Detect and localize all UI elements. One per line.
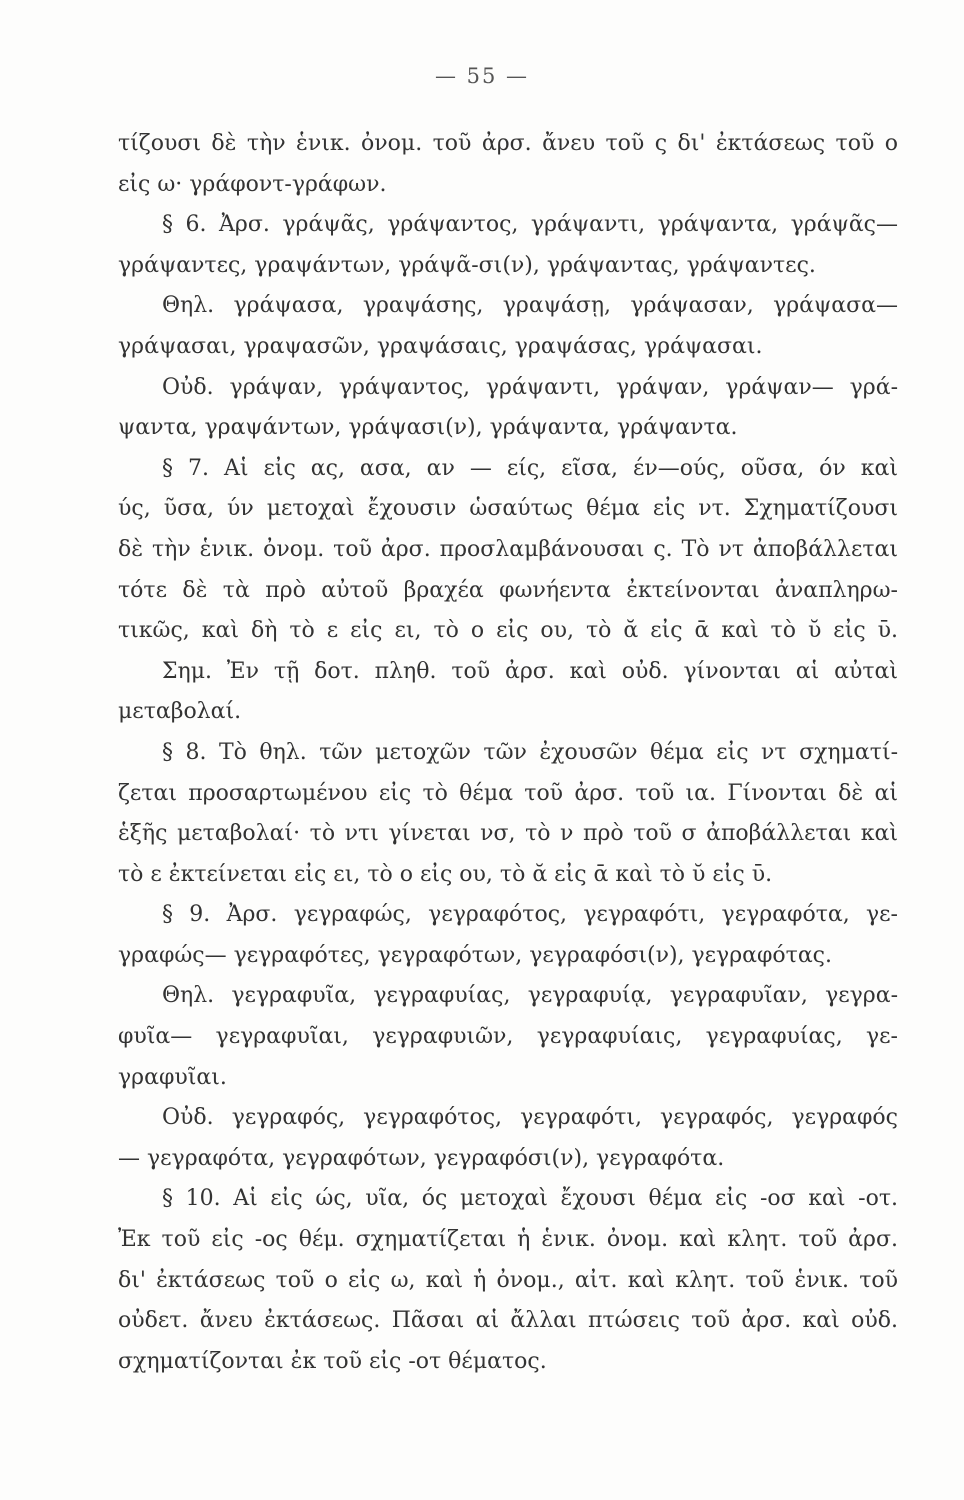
text-line: γράψαντες, γραψάντων, γράψᾶ-σι(ν), γράψαντας, γράψαντες.: [118, 252, 816, 278]
text-line: Θηλ. γεγραφυῖα, γεγραφυίας, γεγραφυίᾳ, γεγραφυῖαν, γεγρα-: [162, 983, 898, 1009]
text-line: οὐδετ. ἄνευ ἐκτάσεως. Πᾶσαι αἱ ἄλλαι πτώσεις τοῦ ἀρσ. καὶ οὐδ.: [118, 1308, 898, 1334]
text-line: γραφυῖαι.: [118, 1064, 227, 1090]
text-line: γραφώς— γεγραφότες, γεγραφότων, γεγραφόσι(ν), γεγραφότας.: [118, 942, 832, 968]
text-line: δὲ τὴν ἑνικ. ὀνομ. τοῦ ἀρσ. προσλαμβάνουσαι ς. Τὸ ντ ἀποβάλλεται: [118, 536, 898, 562]
text-line: φυῖα— γεγραφυῖαι, γεγραφυιῶν, γεγραφυίαις, γεγραφυίας, γε-: [118, 1024, 898, 1050]
text-line: ζεται προσαρτωμένου εἰς τὸ θέμα τοῦ ἀρσ. τοῦ ια. Γίνονται δὲ αἱ: [118, 780, 898, 806]
text-line: Σημ. Ἐν τῇ δοτ. πληθ. τοῦ ἀρσ. καὶ οὐδ. γίνονται αἱ αὐταὶ: [162, 658, 898, 684]
text-line: § 6. Ἀρσ. γράψᾶς, γράψαντος, γράψαντι, γράψαντα, γράψᾶς—: [162, 212, 898, 238]
text-line: εἰς ω· γράφοντ-γράφων.: [118, 171, 387, 197]
text-line: τὸ ε ἐκτείνεται εἰς ει, τὸ ο εἰς ου, τὸ ᾰ εἰς ᾱ καὶ τὸ ῠ εἰς ῡ.: [118, 861, 773, 887]
text-line: Ἐκ τοῦ εἰς -ος θέμ. σχηματίζεται ἡ ἑνικ. ὀνομ. καὶ κλητ. τοῦ ἀρσ.: [118, 1227, 898, 1253]
text-line: τίζουσι δὲ τὴν ἑνικ. ὀνομ. τοῦ ἀρσ. ἄνευ τοῦ ς δι' ἐκτάσεως τοῦ ο: [118, 131, 898, 156]
text-line: § 8. Τὸ θηλ. τῶν μετοχῶν τῶν ἐχουσῶν θέμα εἰς ντ σχηματί-: [162, 739, 898, 765]
text-line: τότε δὲ τὰ πρὸ αὐτοῦ βραχέα φωνήεντα ἐκτείνονται ἀναπληρω-: [118, 577, 898, 603]
text-line: σχηματίζονται ἐκ τοῦ εἰς -οτ θέματος.: [118, 1348, 547, 1374]
text-line: μεταβολαί.: [118, 699, 242, 725]
body-text: [118, 124, 898, 1382]
text-line: Οὐδ. γράψαν, γράψαντος, γράψαντι, γράψαν, γράψαν— γρά-: [162, 374, 898, 400]
page-number: — 55 —: [434, 64, 530, 88]
text-line: γράψασαι, γραψασῶν, γραψάσαις, γραψάσας, γράψασαι.: [118, 333, 763, 359]
text-line: § 7. Αἱ εἰς ας, ασα, αν — είς, εῖσα, έν—ούς, οῦσα, όν καὶ: [162, 455, 898, 481]
text-line: Θηλ. γράψασα, γραψάσης, γραψάσῃ, γράψασαν, γράψασα—: [162, 293, 898, 319]
text-line: Οὐδ. γεγραφός, γεγραφότος, γεγραφότι, γεγραφός, γεγραφός: [162, 1105, 898, 1131]
text-line: ύς, ῦσα, ύν μετοχαὶ ἔχουσιν ὡσαύτως θέμα εἰς ντ. Σχηματίζουσι: [118, 496, 898, 522]
text-line: — γεγραφότα, γεγραφότων, γεγραφόσι(ν), γεγραφότα.: [118, 1145, 725, 1171]
text-line: τικῶς, καὶ δὴ τὸ ε εἰς ει, τὸ ο εἰς ου, τὸ ᾰ εἰς ᾱ καὶ τὸ ῠ εἰς ῡ.: [118, 618, 898, 644]
text-line: § 10. Αἱ εἰς ώς, υῖα, ός μετοχαὶ ἔχουσι θέμα εἰς -οσ καὶ -οτ.: [162, 1186, 898, 1212]
text-line: § 9. Ἀρσ. γεγραφώς, γεγραφότος, γεγραφότι, γεγραφότα, γε-: [162, 902, 898, 928]
text-line: ἑξῆς μεταβολαί· τὸ ντι γίνεται νσ, τὸ ν πρὸ τοῦ σ ἀποβάλλεται καὶ: [118, 821, 898, 847]
text-line: δι' ἐκτάσεως τοῦ ο εἰς ω, καὶ ἡ ὀνομ., αἰτ. καὶ κλητ. τοῦ ἑνικ. τοῦ: [118, 1267, 898, 1293]
text-line: ψαντα, γραψάντων, γράψασι(ν), γράψαντα, γράψαντα.: [118, 415, 738, 441]
